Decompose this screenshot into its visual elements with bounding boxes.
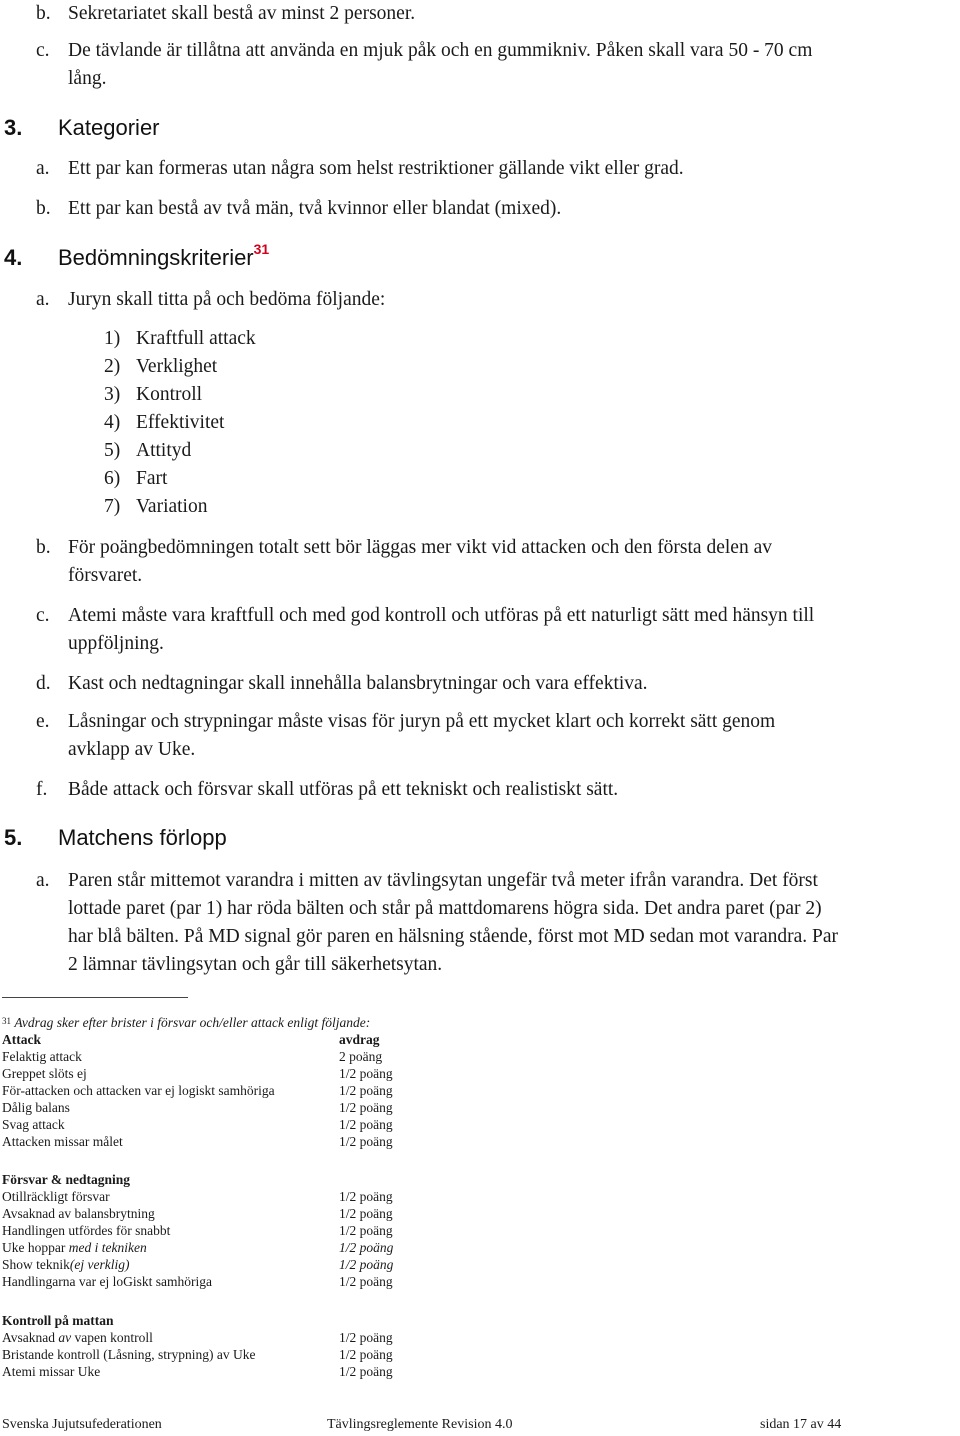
row-value: 1/2 poäng <box>339 1223 393 1238</box>
table-row <box>2 1239 147 1256</box>
row-value: 1/2 poäng <box>339 1206 393 1221</box>
criteria-text: Verklighet <box>136 356 218 377</box>
table-header-value: avdrag <box>339 1032 380 1047</box>
item-marker: a. <box>36 158 50 179</box>
item-marker: c. <box>36 40 50 61</box>
row-label: Bristande kontroll (Låsning, strypning) av Uke <box>2 1347 256 1362</box>
row-value: 1/2 poäng <box>339 1134 393 1149</box>
row-label: Attacken missar målet <box>2 1134 123 1149</box>
item-text-line: försvaret. <box>68 565 143 586</box>
criteria-number: 7) <box>104 496 121 517</box>
table-header-label: Attack <box>2 1032 41 1047</box>
item-text-line: avklapp av Uke. <box>68 739 196 760</box>
row-value: 1/2 poäng <box>339 1240 394 1255</box>
item-text: Juryn skall titta på och bedöma följande: <box>68 289 386 310</box>
item-text-line: De tävlande är tillåtna att använda en mjuk påk och en gummikniv. Påken skall vara 50 - 70 cm <box>68 40 813 61</box>
criteria-number: 3) <box>104 384 121 405</box>
item-text: Ett par kan bestå av två män, två kvinnor eller blandat (mixed). <box>68 198 562 219</box>
table-row <box>2 1133 123 1150</box>
table-row <box>2 1346 255 1363</box>
criteria-number: 2) <box>104 356 121 377</box>
item-text-line: För poängbedömningen totalt sett bör läggas mer vikt vid attacken och den första delen av <box>68 537 772 558</box>
row-label-italic: med i tekniken <box>68 1240 147 1255</box>
row-label: Avsaknad av balansbrytning <box>2 1206 155 1221</box>
criteria-number: 5) <box>104 440 121 461</box>
section-title: Bedömningskriterier <box>58 245 254 270</box>
row-value: 1/2 poäng <box>339 1274 393 1289</box>
criteria-text: Attityd <box>136 440 192 461</box>
criteria-number: 1) <box>104 328 121 349</box>
table-row <box>2 1363 100 1380</box>
row-label-plain: Show teknik <box>2 1257 70 1272</box>
item-text-line: uppföljning. <box>68 633 164 654</box>
footnote-ref: 31 <box>2 1016 11 1026</box>
item-marker: b. <box>36 198 51 219</box>
item-text-line: Låsningar och strypningar måste visas för juryn på ett mycket klart och korrekt sätt genom <box>68 711 776 732</box>
row-label-italic: av <box>58 1330 72 1345</box>
table-row <box>2 1205 155 1222</box>
row-value: 2 poäng <box>339 1049 383 1064</box>
section-number: 3. <box>4 115 23 140</box>
section-title-wrap <box>58 241 270 271</box>
row-label-plain: Uke hoppar <box>2 1240 69 1255</box>
criteria-number: 6) <box>104 468 121 489</box>
row-label: Handlingen utfördes för snabbt <box>2 1223 171 1238</box>
row-label: Greppet slöts ej <box>2 1066 87 1081</box>
table-row <box>2 1273 212 1290</box>
item-marker: a. <box>36 289 50 310</box>
criteria-text: Kontroll <box>136 384 203 405</box>
row-label: Handlingarna var ej loGiskt samhöriga <box>2 1274 212 1289</box>
item-marker: c. <box>36 605 50 626</box>
footnote-intro-text: Avdrag sker efter brister i försvar och/eller attack enligt följande: <box>14 1015 371 1030</box>
section-number: 5. <box>4 825 23 850</box>
item-marker: f. <box>36 779 48 800</box>
table-header-label: Kontroll på mattan <box>2 1313 114 1328</box>
row-label: Otillräckligt försvar <box>2 1189 110 1204</box>
item-text-line: lottade paret (par 1) har röda bälten och står på mattdomarens högra sida. Det andra paret (par 2) <box>68 898 822 919</box>
table-row <box>2 1065 87 1082</box>
table-row <box>2 1048 82 1065</box>
item-text-line: 2 lämnar tävlingsytan och går till säkerhetsytan. <box>68 954 443 975</box>
row-label: Atemi missar Uke <box>2 1364 101 1379</box>
row-value: 1/2 poäng <box>339 1330 393 1345</box>
footer-left: Svenska Jujutsufederationen <box>2 1417 162 1432</box>
footnote-ref: 31 <box>253 241 270 257</box>
footnote-intro <box>2 1014 370 1031</box>
item-marker: e. <box>36 711 50 732</box>
item-marker: a. <box>36 870 50 891</box>
row-label-italic: (ej verklig) <box>69 1257 130 1272</box>
row-value: 1/2 poäng <box>339 1083 393 1098</box>
section-title: Matchens förlopp <box>58 825 227 850</box>
row-value: 1/2 poäng <box>339 1257 394 1272</box>
table-row <box>2 1116 65 1133</box>
item-text: Ett par kan formeras utan några som helst restriktioner gällande vikt eller grad. <box>68 158 684 179</box>
criteria-text: Variation <box>136 496 208 517</box>
table-row <box>2 1222 170 1239</box>
row-label-plain: Avsaknad <box>2 1330 59 1345</box>
row-label-after: vapen kontroll <box>71 1330 153 1345</box>
criteria-text: Kraftfull attack <box>136 328 256 349</box>
row-value: 1/2 poäng <box>339 1347 393 1362</box>
item-text-line: Kast och nedtagningar skall innehålla balansbrytningar och vara effektiva. <box>68 673 648 694</box>
table-header-label: Försvar & nedtagning <box>2 1172 131 1187</box>
row-label: För-attacken och attacken var ej logiskt samhöriga <box>2 1083 275 1098</box>
criteria-text: Effektivitet <box>136 412 225 433</box>
item-text-line: Både attack och försvar skall utföras på ett tekniskt och realistiskt sätt. <box>68 779 619 800</box>
table-row <box>2 1188 110 1205</box>
item-text: Sekretariatet skall bestå av minst 2 personer. <box>68 3 416 24</box>
row-label: Dålig balans <box>2 1100 70 1115</box>
item-marker: d. <box>36 673 51 694</box>
item-text-line: har blå bälten. På MD signal gör paren en hälsning stående, först mot MD sedan mot varandra. Par <box>68 926 839 947</box>
criteria-text: Fart <box>136 468 168 489</box>
row-label: Felaktig attack <box>2 1049 82 1064</box>
table-row <box>2 1082 275 1099</box>
section-title: Kategorier <box>58 115 160 140</box>
row-label: Svag attack <box>2 1117 65 1132</box>
row-value: 1/2 poäng <box>339 1100 393 1115</box>
row-value: 1/2 poäng <box>339 1189 393 1204</box>
row-value: 1/2 poäng <box>339 1066 393 1081</box>
item-marker: b. <box>36 3 51 24</box>
row-value: 1/2 poäng <box>339 1117 393 1132</box>
criteria-number: 4) <box>104 412 121 433</box>
item-text-line: Paren står mittemot varandra i mitten av tävlingsytan ungefär två meter ifrån varandra. Det först <box>68 870 818 891</box>
footer-center: Tävlingsreglemente Revision 4.0 <box>327 1417 513 1432</box>
item-marker: b. <box>36 537 51 558</box>
table-row <box>2 1256 129 1273</box>
row-value: 1/2 poäng <box>339 1364 393 1379</box>
footer-right: sidan 17 av 44 <box>760 1417 842 1432</box>
table-row <box>2 1329 153 1346</box>
footnote-separator <box>2 997 188 998</box>
section-number: 4. <box>4 245 23 270</box>
item-text-line: lång. <box>68 68 107 89</box>
table-row <box>2 1099 70 1116</box>
item-text-line: Atemi måste vara kraftfull och med god kontroll och utföras på ett naturligt sätt med hänsyn till <box>68 605 815 626</box>
